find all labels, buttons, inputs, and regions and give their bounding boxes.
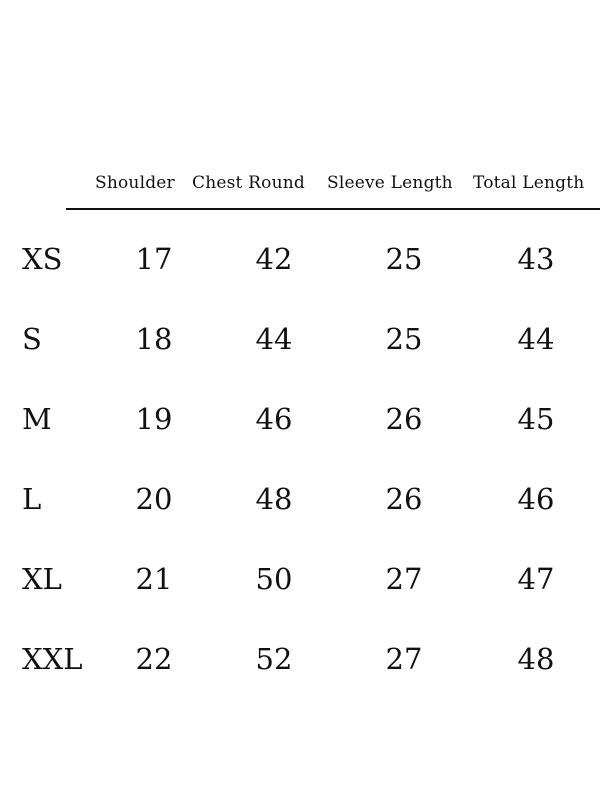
cell-chest-round: 46: [255, 402, 293, 436]
cell-sleeve-length: 26: [385, 402, 423, 436]
header-chest-round: Chest Round: [192, 173, 305, 193]
cell-chest-round: 50: [255, 562, 293, 596]
cell-sleeve-length: 25: [385, 242, 423, 276]
cell-total-length: 48: [517, 642, 555, 676]
header-total-length: Total Length: [473, 173, 585, 193]
row-size-label: L: [22, 482, 42, 516]
cell-total-length: 43: [517, 242, 555, 276]
header-shoulder: Shoulder: [95, 173, 175, 193]
row-size-label: M: [22, 402, 52, 436]
header-divider: [66, 208, 600, 210]
row-size-label: XS: [22, 242, 63, 276]
row-size-label: XL: [22, 562, 62, 596]
cell-chest-round: 44: [255, 322, 293, 356]
cell-sleeve-length: 26: [385, 482, 423, 516]
cell-shoulder: 18: [135, 322, 173, 356]
row-size-label: XXL: [22, 642, 83, 676]
cell-sleeve-length: 27: [385, 562, 423, 596]
cell-chest-round: 42: [255, 242, 293, 276]
cell-shoulder: 21: [135, 562, 173, 596]
cell-shoulder: 20: [135, 482, 173, 516]
cell-total-length: 44: [517, 322, 555, 356]
header-sleeve-length: Sleeve Length: [327, 173, 453, 193]
cell-chest-round: 52: [255, 642, 293, 676]
cell-total-length: 46: [517, 482, 555, 516]
cell-sleeve-length: 27: [385, 642, 423, 676]
cell-total-length: 45: [517, 402, 555, 436]
cell-shoulder: 22: [135, 642, 173, 676]
row-size-label: S: [22, 322, 42, 356]
cell-shoulder: 19: [135, 402, 173, 436]
cell-total-length: 47: [517, 562, 555, 596]
cell-sleeve-length: 25: [385, 322, 423, 356]
cell-shoulder: 17: [135, 242, 173, 276]
cell-chest-round: 48: [255, 482, 293, 516]
